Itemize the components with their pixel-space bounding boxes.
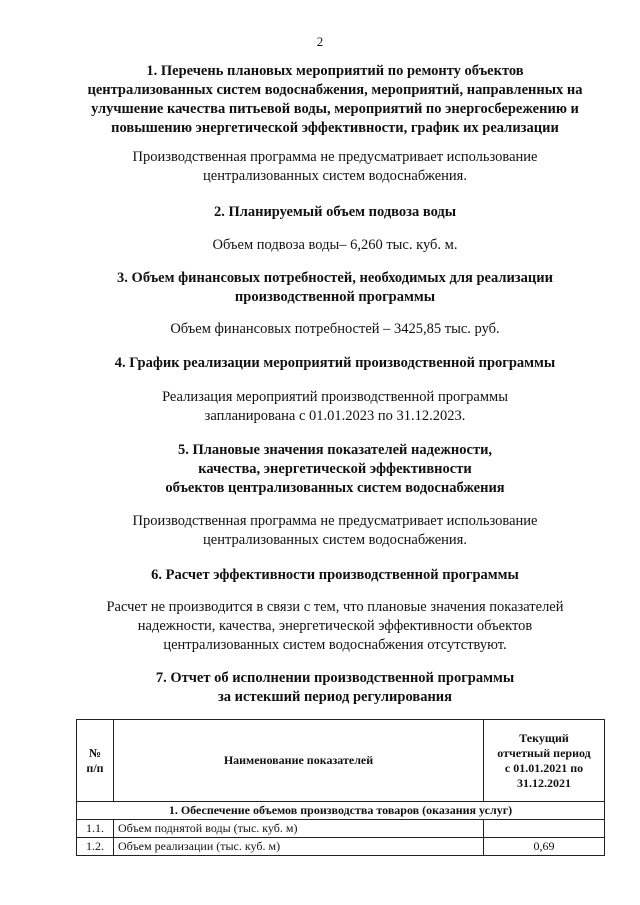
section-1-heading: 1. Перечень плановых мероприятий по ремонту объектов централизованных систем водоснабжения, мероприятий, направленных на улучшение качества питьевой воды, мероприятий по энергосбережению и повышению энергетической эффективности, график их реализации: [87, 63, 583, 136]
section-6-text: Расчет не производится в связи с тем, что плановые значения показателей надежности, качества, энергетической эффективности объектов централизованных систем водоснабжения отсутствуют.: [106, 599, 564, 653]
row-number: 1.1.: [77, 820, 114, 838]
section-2-heading: 2. Планируемый объем подвоза воды: [213, 204, 457, 220]
table-header-row: [77, 720, 605, 802]
row-name: Объем поднятой воды (тыс. куб. м): [114, 820, 484, 838]
row-number: 1.2.: [77, 838, 114, 856]
section-5-heading: 5. Плановые значения показателей надежности, качества, энергетической эффективности объектов централизованных систем водоснабжения: [165, 442, 505, 496]
report-table: [76, 719, 605, 856]
section-3-heading: 3. Объем финансовых потребностей, необходимых для реализации производственной программы: [117, 270, 553, 305]
section-row-label: 1. Обеспечение объемов производства товаров (оказания услуг): [77, 802, 605, 820]
table-row: [77, 838, 605, 856]
row-value: 0,69: [484, 838, 605, 856]
section-6-heading: 6. Расчет эффективности производственной программы: [151, 567, 519, 583]
section-2-text: Объем подвоза воды– 6,260 тыс. куб. м.: [212, 237, 458, 253]
table-row: [77, 820, 605, 838]
header-indicator-name: Наименование показателей: [114, 720, 484, 802]
header-number: № п/п: [77, 720, 114, 802]
row-name: Объем реализации (тыс. куб. м): [114, 838, 484, 856]
page-number: 2: [316, 34, 324, 49]
row-value: [484, 820, 605, 838]
section-7-heading: 7. Отчет об исполнении производственной программы за истекший период регулирования: [155, 670, 515, 705]
section-4-text: Реализация мероприятий производственной программы запланирована с 01.01.2023 по 31.12.2023.: [162, 389, 508, 424]
table-section-row: [77, 802, 605, 820]
header-current-period: Текущий отчетный период с 01.01.2021 по 31.12.2021: [484, 720, 605, 802]
section-4-heading: 4. График реализации мероприятий производственной программы: [114, 355, 556, 371]
section-5-text: Производственная программа не предусматривает использование централизованных систем водоснабжения.: [132, 513, 538, 548]
section-1-text: Производственная программа не предусматривает использование централизованных систем водоснабжения.: [132, 149, 538, 184]
section-3-text: Объем финансовых потребностей – 3425,85 тыс. руб.: [170, 321, 500, 337]
